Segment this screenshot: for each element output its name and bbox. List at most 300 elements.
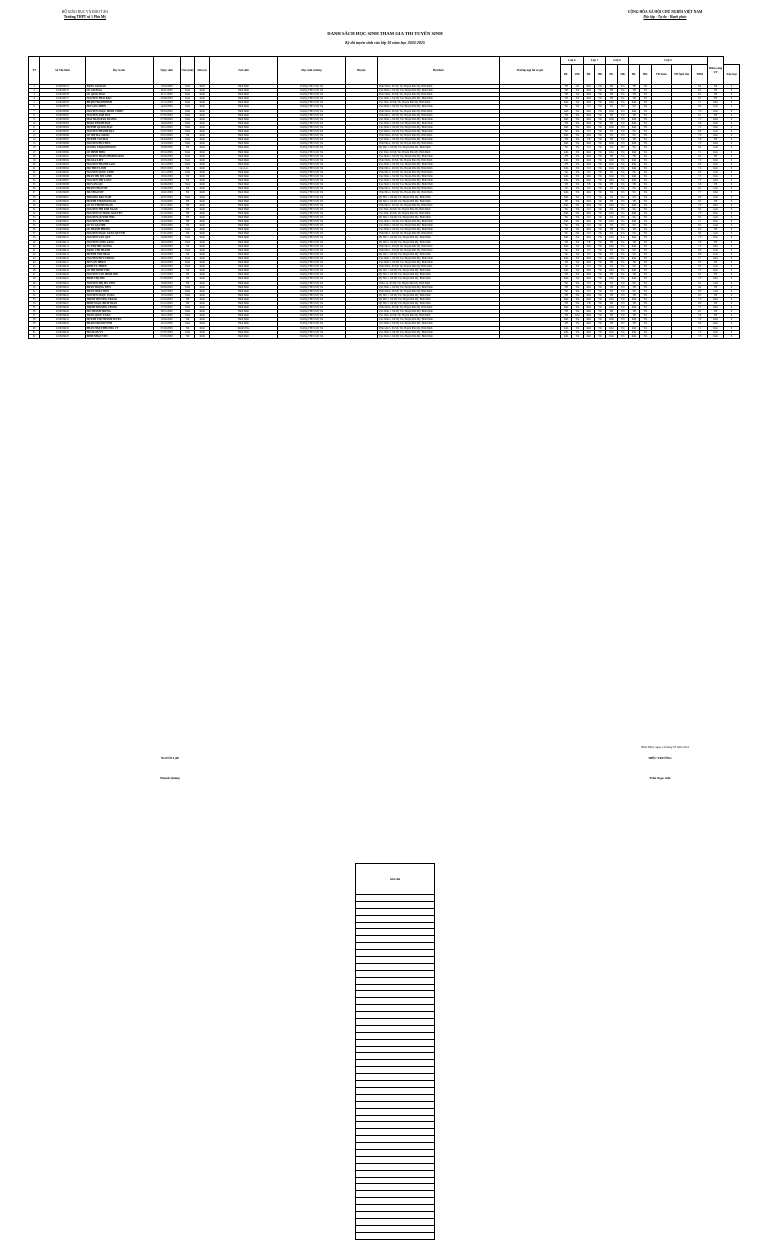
table-cell: 09/06/2009 xyxy=(153,285,180,289)
note-cell xyxy=(356,922,435,929)
table-cell: Vạn Ninh 1, Xã Mỹ Tài, Huyện Phù Mỹ, Bình Định xyxy=(377,117,499,121)
table-cell: 6.5 xyxy=(692,293,708,297)
table-cell: Tốt xyxy=(617,232,628,236)
table-cell: Khá xyxy=(708,150,724,154)
table-cell: 2108459390 xyxy=(40,150,85,154)
table-cell: Nữ xyxy=(180,224,195,228)
col-hk: HK xyxy=(594,65,605,85)
table-cell: Tốt xyxy=(561,207,572,211)
table-cell: 4 xyxy=(29,97,40,101)
table-cell: Tốt xyxy=(572,293,583,297)
table-cell: 18/06/2009 xyxy=(153,318,180,322)
table-cell: 2108459401 xyxy=(40,195,85,199)
table-cell: 2108459396 xyxy=(40,175,85,179)
table-cell: Tốt xyxy=(594,293,605,297)
table-cell: TB xyxy=(708,293,724,297)
table-cell: Trường THCS Mỹ Tài xyxy=(278,121,346,125)
table-cell: Khá xyxy=(708,269,724,273)
table-cell: Trường THCS Mỹ Tài xyxy=(278,142,346,146)
table-cell: 7.4 xyxy=(692,269,708,273)
table-cell: 7 xyxy=(29,109,40,113)
table-cell: Tốt xyxy=(628,224,639,228)
table-cell: Tốt xyxy=(572,117,583,121)
table-cell: Kinh xyxy=(195,289,210,293)
table-cell: 7.0 xyxy=(692,203,708,207)
table-cell: Tốt xyxy=(594,236,605,240)
table-cell: 26 xyxy=(29,187,40,191)
table-cell: Trường THCS Mỹ Tài xyxy=(278,125,346,129)
table-cell: Kinh xyxy=(195,203,210,207)
table-cell: TB xyxy=(606,314,617,318)
table-cell: Khá xyxy=(708,125,724,129)
table-cell: Tốt xyxy=(640,154,651,158)
table-cell: Tốt xyxy=(640,281,651,285)
table-cell: 6.8 xyxy=(692,121,708,125)
table-cell: Nữ xyxy=(180,187,195,191)
table-cell: Tốt xyxy=(617,236,628,240)
table-cell: Kinh xyxy=(195,310,210,314)
table-cell: Khá xyxy=(606,269,617,273)
note-cell xyxy=(356,1032,435,1039)
table-cell: Nam xyxy=(180,93,195,97)
table-cell: Tốt xyxy=(617,273,628,277)
table-cell: Khá xyxy=(628,121,639,125)
table-cell: Khá xyxy=(561,142,572,146)
table-cell: 2108459384 xyxy=(40,125,85,129)
note-cell xyxy=(356,970,435,977)
table-cell: PHẠM THANH BÌNH xyxy=(85,101,153,105)
table-cell: Tốt xyxy=(594,166,605,170)
table-cell: TB xyxy=(628,183,639,187)
table-cell: 8.3 xyxy=(692,224,708,228)
table-cell: 0 xyxy=(723,220,739,224)
table-cell: Kinh xyxy=(195,285,210,289)
note-cell xyxy=(356,1129,435,1136)
table-cell: HỒ VĂN LỘC xyxy=(85,183,153,187)
table-cell: TB xyxy=(583,301,594,305)
table-cell: NGUYỄN THỊ MỸ TIÊN xyxy=(85,281,153,285)
table-cell: Nam xyxy=(180,289,195,293)
table-cell: TB xyxy=(606,293,617,297)
note-cell xyxy=(356,1218,435,1225)
table-cell: Giỏi xyxy=(708,232,724,236)
note-line xyxy=(356,1081,435,1088)
table-cell: Vạn Ninh 2, Xã Mỹ Tài, Huyện Phù Mỹ, Bình Định xyxy=(377,224,499,228)
table-cell: Khá xyxy=(606,297,617,301)
table-cell: Bình Định xyxy=(210,297,278,301)
table-cell: Tốt xyxy=(594,244,605,248)
table-cell: Tốt xyxy=(617,187,628,191)
table-cell xyxy=(671,334,691,338)
table-cell: Tốt xyxy=(640,211,651,215)
table-cell: Tốt xyxy=(572,306,583,310)
table-cell: Tốt xyxy=(594,334,605,338)
col-hl: HL xyxy=(583,65,594,85)
table-cell: 07/08/2009 xyxy=(153,117,180,121)
table-cell: Tốt xyxy=(617,101,628,105)
table-cell: Tốt xyxy=(606,289,617,293)
table-cell: Tốt xyxy=(617,289,628,293)
table-cell: Tốt xyxy=(617,134,628,138)
col-name: Họ và tên xyxy=(85,57,153,85)
table-cell: Kinh xyxy=(195,322,210,326)
table-cell: Kinh xyxy=(195,293,210,297)
note-line xyxy=(356,1198,435,1205)
table-cell: Nữ xyxy=(180,199,195,203)
table-cell: Kinh xyxy=(195,195,210,199)
table-cell: Nam xyxy=(180,322,195,326)
table-cell: Kinh xyxy=(195,232,210,236)
table-cell: Nam xyxy=(180,256,195,260)
table-cell: Vĩnh Phú 2, Xã Mỹ Tài, Huyện Phù Mỹ, Bình Định xyxy=(377,170,499,174)
table-cell: Tốt xyxy=(606,170,617,174)
note-line xyxy=(356,936,435,943)
note-cell xyxy=(356,957,435,964)
table-cell: Khá xyxy=(708,244,724,248)
table-cell: Tốt xyxy=(617,166,628,170)
note-cell xyxy=(356,1087,435,1094)
note-line xyxy=(356,1122,435,1129)
table-cell: TB xyxy=(561,261,572,265)
table-cell: Nữ xyxy=(180,318,195,322)
table-cell: 2108459379 xyxy=(40,105,85,109)
table-cell: 6.4 xyxy=(692,285,708,289)
table-cell: NGUYỄN TRẦN MINH HOÀNG xyxy=(85,154,153,158)
table-cell: Khá xyxy=(606,179,617,183)
table-cell: 0 xyxy=(723,105,739,109)
table-cell: Tốt xyxy=(628,191,639,195)
table-cell: Tốt xyxy=(617,314,628,318)
table-cell: 40 xyxy=(29,244,40,248)
table-cell: 44 xyxy=(29,261,40,265)
table-cell: 7.5 xyxy=(692,175,708,179)
note-cell xyxy=(356,1053,435,1060)
table-cell: 28/09/2009 xyxy=(153,265,180,269)
table-cell: Tốt xyxy=(594,85,605,89)
table-cell: Tốt xyxy=(628,265,639,269)
table-cell: Tốt xyxy=(572,89,583,93)
table-cell: 2108459428 xyxy=(40,306,85,310)
table-cell: 7.1 xyxy=(692,101,708,105)
table-cell: 2108459380 xyxy=(40,109,85,113)
table-cell: Tốt xyxy=(640,203,651,207)
table-cell: Kinh xyxy=(195,256,210,260)
table-cell: Tốt xyxy=(628,146,639,150)
note-cell xyxy=(356,1163,435,1170)
table-cell: Vạn Thái, Xã Mỹ Tài, Huyện Phù Mỹ, Bình Định xyxy=(377,150,499,154)
table-cell: Giỏi xyxy=(708,146,724,150)
table-cell: Tốt xyxy=(583,130,594,134)
table-cell: Nam xyxy=(180,240,195,244)
note-line xyxy=(356,1032,435,1039)
table-cell: Mỹ Hội 3, Xã Mỹ Tài, Huyện Phù Mỹ, Bình Định xyxy=(377,277,499,281)
table-cell: Tốt xyxy=(640,109,651,113)
table-cell: Tốt xyxy=(617,265,628,269)
table-cell: 2108459408 xyxy=(40,224,85,228)
table-cell: Khá xyxy=(708,175,724,179)
note-line xyxy=(356,943,435,950)
table-cell: HỒ XUÂN VỸ xyxy=(85,330,153,334)
table-cell: Nam xyxy=(180,265,195,269)
table-cell: Trường THCS Mỹ Tài xyxy=(278,220,346,224)
table-cell: Kinh xyxy=(195,105,210,109)
table-cell: 7.3 xyxy=(692,117,708,121)
table-cell: Nữ xyxy=(180,191,195,195)
table-cell: Mỹ Hội 1, Xã Mỹ Tài, Huyện Phù Mỹ, Bình Định xyxy=(377,236,499,240)
table-cell: 8.3 xyxy=(692,265,708,269)
table-cell: Giỏi xyxy=(708,248,724,252)
note-cell xyxy=(356,1067,435,1074)
table-cell: Nữ xyxy=(180,297,195,301)
table-cell: 24/09/2009 xyxy=(153,244,180,248)
table-cell: Khá xyxy=(561,179,572,183)
table-cell: Nam xyxy=(180,113,195,117)
table-cell: Vạn Ninh 2, Xã Mỹ Tài, Huyện Phù Mỹ, Bình Định xyxy=(377,318,499,322)
table-cell: TB xyxy=(708,228,724,232)
table-cell: 14/01/2009 xyxy=(153,191,180,195)
table-cell: Tốt xyxy=(640,97,651,101)
table-cell: Tốt xyxy=(572,211,583,215)
table-cell: 6.4 xyxy=(692,85,708,89)
table-cell: ĐINH NGỌC BÍCH TRÂN xyxy=(85,301,153,305)
table-cell: TB xyxy=(708,199,724,203)
note-line xyxy=(356,963,435,970)
table-cell: Vĩnh Phú 2, Xã Mỹ Tài, Huyện Phù Mỹ, Bình Định xyxy=(377,142,499,146)
table-cell: 29 xyxy=(29,199,40,203)
table-cell: NGUYỄN THỊ LOAN xyxy=(85,179,153,183)
table-cell: Kinh xyxy=(195,183,210,187)
table-cell: 8.4 xyxy=(692,232,708,236)
table-cell: 2108459414 xyxy=(40,248,85,252)
table-cell: 17/06/2009 xyxy=(153,207,180,211)
table-cell: Khá xyxy=(708,162,724,166)
table-cell: Tốt xyxy=(617,301,628,305)
table-cell: Kinh xyxy=(195,166,210,170)
table-cell: Tốt xyxy=(572,252,583,256)
table-cell: 2108459427 xyxy=(40,301,85,305)
table-cell: 0 xyxy=(723,256,739,260)
table-cell: Tốt xyxy=(640,146,651,150)
table-cell: Bình Định xyxy=(210,109,278,113)
table-cell: Tốt xyxy=(617,146,628,150)
table-cell: TB xyxy=(561,314,572,318)
table-cell: Trường THCS Mỹ Tài xyxy=(278,306,346,310)
table-cell: Trường THCS Mỹ Tài xyxy=(278,199,346,203)
table-cell: LÊ GIA BẢO xyxy=(85,89,153,93)
table-cell: 59 xyxy=(29,322,40,326)
table-cell: Khá xyxy=(628,175,639,179)
table-cell: Khá xyxy=(606,203,617,207)
table-cell: 2108459424 xyxy=(40,289,85,293)
table-cell: Khá xyxy=(628,117,639,121)
table-cell: Tốt xyxy=(617,97,628,101)
table-cell: Bình Định xyxy=(210,314,278,318)
note-line xyxy=(356,1039,435,1046)
table-cell: 30 xyxy=(29,203,40,207)
table-cell: Kinh xyxy=(195,134,210,138)
table-cell: TB xyxy=(561,293,572,297)
table-cell: 2108459422 xyxy=(40,281,85,285)
table-cell: Khá xyxy=(583,334,594,338)
table-cell: Bình Định xyxy=(210,293,278,297)
table-cell: Khá xyxy=(708,109,724,113)
table-cell: Tốt xyxy=(572,134,583,138)
table-cell: Khá xyxy=(583,306,594,310)
table-cell: 0 xyxy=(723,330,739,334)
table-cell: Tốt xyxy=(572,261,583,265)
table-cell: TB xyxy=(628,261,639,265)
table-cell: Trường THCS Mỹ Tài xyxy=(278,261,346,265)
table-cell: Tốt xyxy=(572,297,583,301)
table-cell: Trường THCS Mỹ Tài xyxy=(278,256,346,260)
table-cell: Nam xyxy=(180,293,195,297)
table-cell: Giỏi xyxy=(708,252,724,256)
table-cell: Tốt xyxy=(594,240,605,244)
table-cell: Tốt xyxy=(594,269,605,273)
table-cell: NGUYỄN ANH DUY xyxy=(85,113,153,117)
note-cell xyxy=(356,1149,435,1156)
table-cell: TB xyxy=(628,89,639,93)
table-cell: TB xyxy=(628,310,639,314)
table-cell: Nam xyxy=(180,125,195,129)
table-cell xyxy=(499,334,560,338)
preparer-name: Huỳnh Quang xyxy=(160,776,180,780)
table-cell: Tốt xyxy=(640,256,651,260)
table-body xyxy=(29,85,740,339)
table-cell: Tốt xyxy=(640,113,651,117)
table-cell: 12/03/2009 xyxy=(153,142,180,146)
table-cell: 0 xyxy=(723,297,739,301)
table-cell: 2108459375 xyxy=(40,89,85,93)
table-cell: 2108459394 xyxy=(40,166,85,170)
table-cell: Tốt xyxy=(572,285,583,289)
table-cell: 2108459376 xyxy=(40,93,85,97)
note-line xyxy=(356,895,435,902)
table-cell: Tốt xyxy=(572,158,583,162)
table-cell: Nam xyxy=(180,109,195,113)
table-cell: 16 xyxy=(29,146,40,150)
table-cell: 27 xyxy=(29,191,40,195)
note-header: Ghi chú xyxy=(356,864,435,895)
note-cell xyxy=(356,1156,435,1163)
note-line xyxy=(356,915,435,922)
table-cell: Tốt xyxy=(640,297,651,301)
table-cell: Bình Định xyxy=(210,121,278,125)
table-cell: Tốt xyxy=(572,105,583,109)
table-cell: 51 xyxy=(29,289,40,293)
table-cell: Tốt xyxy=(628,281,639,285)
table-cell: Tốt xyxy=(617,85,628,89)
table-cell: 0 xyxy=(723,211,739,215)
col-hk: HK xyxy=(640,65,651,85)
table-cell: Tốt xyxy=(640,314,651,318)
table-cell: Tốt xyxy=(640,269,651,273)
table-cell: Tốt xyxy=(640,199,651,203)
table-cell: 41 xyxy=(29,248,40,252)
table-cell: 42 xyxy=(29,252,40,256)
table-cell: Bình Định xyxy=(210,105,278,109)
table-cell: TRỊNH THƯỜNG TRANG xyxy=(85,297,153,301)
table-cell: 7.6 xyxy=(692,134,708,138)
table-cell: Vạn Ninh 3, Xã Mỹ Tài, Huyện Phù Mỹ, Bình Định xyxy=(377,330,499,334)
table-cell: Tốt xyxy=(594,224,605,228)
table-cell: Vạn Ninh 3, Xã Mỹ Tài, Huyện Phù Mỹ, Bình Định xyxy=(377,125,499,129)
table-cell: Nam xyxy=(180,142,195,146)
table-cell: Khá xyxy=(583,113,594,117)
table-cell: MAI TRẦN BẢO DƯƠNG xyxy=(85,117,153,121)
table-cell: 01/11/2009 xyxy=(153,203,180,207)
table-cell: Khá xyxy=(628,256,639,260)
table-cell: 2108459412 xyxy=(40,240,85,244)
table-cell: Tốt xyxy=(572,240,583,244)
table-cell: Kinh xyxy=(195,130,210,134)
note-cell xyxy=(356,950,435,957)
table-cell: NGUYỄN THỊ KIM NGÂN xyxy=(85,207,153,211)
table-cell: Bình Định xyxy=(210,232,278,236)
table-cell: Tốt xyxy=(561,216,572,220)
table-cell: 2108459409 xyxy=(40,228,85,232)
table-cell: Trường THCS Mỹ Tài xyxy=(278,187,346,191)
table-cell: Khá xyxy=(708,326,724,330)
table-cell: Tốt xyxy=(594,183,605,187)
table-cell: Khá xyxy=(708,191,724,195)
table-cell: Nam xyxy=(180,228,195,232)
note-line xyxy=(356,1094,435,1101)
table-cell: Tốt xyxy=(617,162,628,166)
table-cell: TB xyxy=(561,199,572,203)
table-cell: TB xyxy=(561,183,572,187)
table-cell: Tốt xyxy=(628,252,639,256)
table-cell: Trường THCS Mỹ Tài xyxy=(278,138,346,142)
note-cell xyxy=(356,1012,435,1019)
table-cell: Tốt xyxy=(572,199,583,203)
table-cell: PHAN TRỌNG TIẾN xyxy=(85,285,153,289)
table-cell: Vĩnh Nhơn, Xã Mỹ Tài, Huyện Phù Mỹ, Bình Định xyxy=(377,134,499,138)
note-line xyxy=(356,1087,435,1094)
note-line xyxy=(356,1184,435,1191)
table-cell: Tốt xyxy=(640,138,651,142)
table-cell: Khá xyxy=(708,256,724,260)
table-cell: Bình Định xyxy=(210,199,278,203)
table-cell: Khá xyxy=(583,293,594,297)
table-cell: Tốt xyxy=(583,232,594,236)
table-cell: 2108459399 xyxy=(40,187,85,191)
table-cell: Tốt xyxy=(617,207,628,211)
table-cell: TB xyxy=(606,301,617,305)
table-cell: Giỏi xyxy=(708,195,724,199)
table-cell: Khá xyxy=(583,85,594,89)
table-cell: 2108459418 xyxy=(40,265,85,269)
table-cell: Tốt xyxy=(640,93,651,97)
table-cell: Bình Định xyxy=(210,93,278,97)
table-cell: Khá xyxy=(561,318,572,322)
table-cell: 53 xyxy=(29,297,40,301)
table-cell: Khá xyxy=(561,109,572,113)
note-line xyxy=(356,1163,435,1170)
table-cell: Tốt xyxy=(628,207,639,211)
table-cell: Khá xyxy=(583,244,594,248)
table-cell: Vĩnh Phú 1, Xã Mỹ Tài, Huyện Phù Mỹ, Bình Định xyxy=(377,232,499,236)
table-cell: TB xyxy=(606,97,617,101)
table-cell: Khá xyxy=(606,318,617,322)
table-cell: 0 xyxy=(723,121,739,125)
table-cell: TB xyxy=(561,113,572,117)
table-cell: Tốt xyxy=(594,232,605,236)
table-cell: Tốt xyxy=(583,281,594,285)
table-cell: Tốt xyxy=(640,191,651,195)
table-cell: Giỏi xyxy=(708,170,724,174)
table-cell: 0 xyxy=(723,125,739,129)
